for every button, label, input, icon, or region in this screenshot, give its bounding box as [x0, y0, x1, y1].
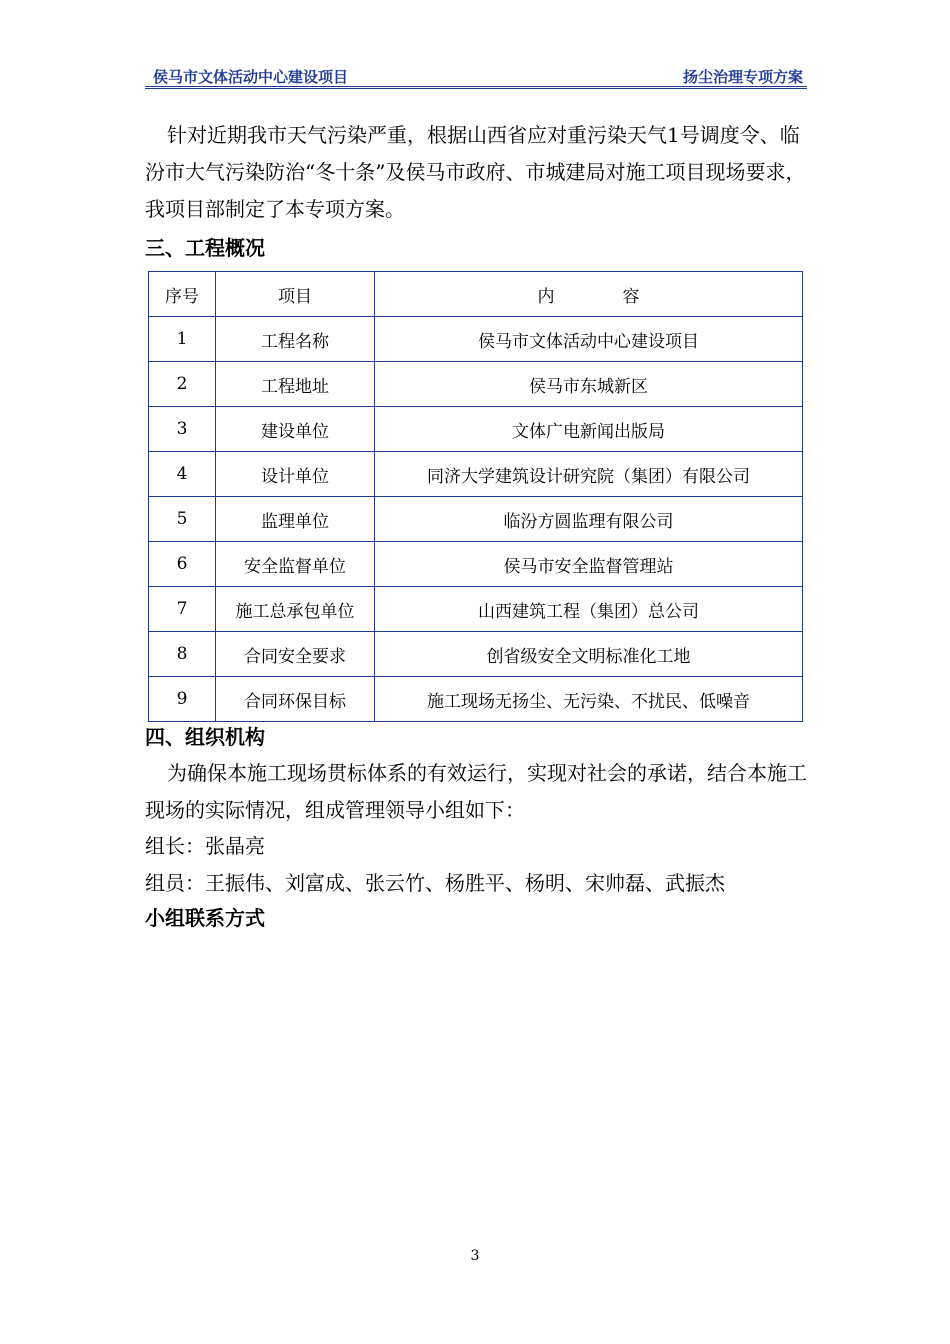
- row-item: 合同环保目标: [216, 677, 375, 722]
- project-overview-table: [148, 271, 803, 722]
- row-content: 创省级安全文明标准化工地: [375, 632, 803, 677]
- row-content: 施工现场无扬尘、无污染、不扰民、低噪音: [375, 677, 803, 722]
- members-line: 组员：王振伟、刘富成、张云竹、杨胜平、杨明、宋帅磊、武振杰: [145, 871, 725, 895]
- section-3-heading: 三、工程概况: [145, 236, 265, 260]
- row-item: 监理单位: [216, 497, 375, 542]
- row-number: 7: [149, 587, 216, 632]
- row-number: 6: [149, 542, 216, 587]
- row-number: 5: [149, 497, 216, 542]
- row-item: 施工总承包单位: [216, 587, 375, 632]
- table-row: [149, 452, 803, 497]
- row-content: 同济大学建筑设计研究院（集团）有限公司: [375, 452, 803, 497]
- intro-paragraph: 针对近期我市天气污染严重，根据山西省应对重污染天气1号调度令、临汾市大气污染防治“冬十条”及侯马市政府、市城建局对施工项目现场要求，我项目部制定了本专项方案。: [145, 123, 806, 221]
- header-divider: [145, 86, 807, 89]
- row-number: 4: [149, 452, 216, 497]
- table-row: [149, 542, 803, 587]
- header-cell-item: 项目: [216, 272, 375, 317]
- organization-paragraph: 为确保本施工现场贯标体系的有效运行，实现对社会的承诺，结合本施工现场的实际情况，组成管理领导小组如下：: [145, 761, 807, 822]
- row-content: 山西建筑工程（集团）总公司: [375, 587, 803, 632]
- header-cell-number: 序号: [149, 272, 216, 317]
- table-row: [149, 362, 803, 407]
- table-row: [149, 407, 803, 452]
- row-item: 合同安全要求: [216, 632, 375, 677]
- page-number: 3: [470, 1248, 480, 1264]
- page-header: [145, 66, 807, 88]
- table-header-row: [149, 272, 803, 317]
- row-content: 侯马市文体活动中心建设项目: [375, 317, 803, 362]
- table-row: [149, 497, 803, 542]
- row-number: 9: [149, 677, 216, 722]
- leader-line: 组长：张晶亮: [145, 834, 265, 858]
- row-item: 工程名称: [216, 317, 375, 362]
- row-item: 工程地址: [216, 362, 375, 407]
- row-number: 3: [149, 407, 216, 452]
- row-item: 安全监督单位: [216, 542, 375, 587]
- row-number: 1: [149, 317, 216, 362]
- table-row: [149, 317, 803, 362]
- header-project-title: 侯马市文体活动中心建设项目: [153, 68, 349, 86]
- header-cell-content: 内 容: [375, 272, 803, 317]
- row-number: 2: [149, 362, 216, 407]
- section-4-heading: 四、组织机构: [145, 725, 265, 749]
- row-content: 侯马市东城新区: [375, 362, 803, 407]
- row-content: 文体广电新闻出版局: [375, 407, 803, 452]
- table-row: [149, 632, 803, 677]
- row-content: 临汾方圆监理有限公司: [375, 497, 803, 542]
- contact-heading: 小组联系方式: [145, 906, 265, 930]
- header-document-title: 扬尘治理专项方案: [682, 68, 803, 86]
- row-item: 设计单位: [216, 452, 375, 497]
- table-row: [149, 587, 803, 632]
- row-item: 建设单位: [216, 407, 375, 452]
- table-row: [149, 677, 803, 722]
- row-number: 8: [149, 632, 216, 677]
- row-content: 侯马市安全监督管理站: [375, 542, 803, 587]
